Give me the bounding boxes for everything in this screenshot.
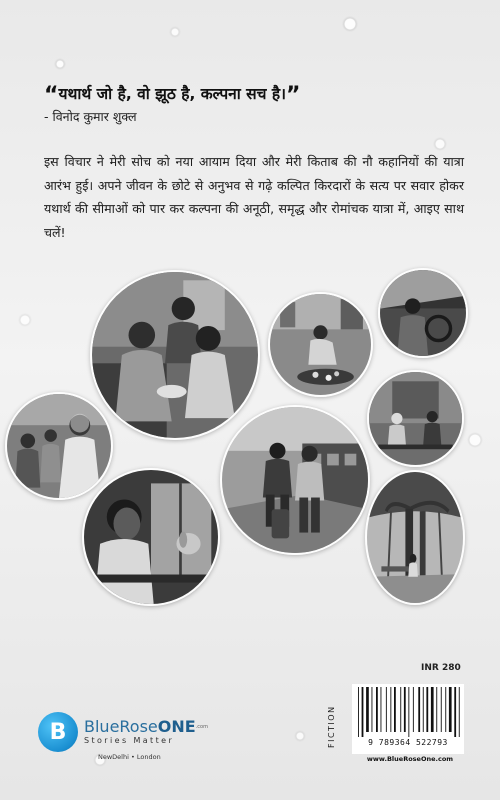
back-cover-blurb: इस विचार ने मेरी सोच को नया आयाम दिया और मेरी किताब की नौ कहानियों की यात्रा आरंभ हुई। अपने जीवन के छोटे से अनुभव से गढ़े कल्पित किरदारों के सत्य पर सवार होकर यथार्थ की सीमाओं को पार कर कल्पना की अनूठी, समृद्ध और रोमांचक यात्रा में, आइए साथ चलें! [44, 154, 464, 240]
publisher-name-part2: ONE [157, 717, 196, 736]
barcode-bars [356, 687, 460, 737]
publisher-logo [38, 710, 218, 762]
young-man-dog-window-photo [82, 468, 220, 606]
genre-label: FICTION [327, 705, 336, 748]
epigraph-author: - विनोद कुमार शुक्ल [44, 109, 137, 124]
publisher-website: www.BlueRoseOne.com [366, 755, 454, 763]
publisher-tagline: Stories Matter [84, 736, 175, 745]
publisher-name-part1: BlueRose [84, 717, 158, 736]
old-couple-bench-photo [367, 370, 464, 467]
publisher-name [84, 717, 208, 736]
bluerose-logo-icon: B [38, 712, 78, 752]
family-scene-photo [90, 270, 260, 440]
price-label: INR 280 [421, 663, 461, 673]
publisher-suffix: .com [195, 724, 208, 730]
publisher-cities: NewDelhi • London [98, 753, 161, 761]
epigraph-quote [44, 82, 300, 108]
isbn-number: 9 789364 522793 [368, 738, 448, 747]
open-quote-mark: “ [44, 83, 59, 108]
isbn-barcode [352, 684, 464, 754]
train-platform-photo [220, 405, 370, 555]
epigraph-text: यथार्थ जो है, वो झूठ है, कल्पना सच है। [58, 85, 286, 103]
roadside-vendor-photo [268, 292, 373, 397]
driver-photo [378, 268, 468, 358]
elderly-man-crowd-photo [5, 392, 113, 500]
banyan-tree-bench-photo [365, 470, 465, 605]
close-quote-mark: ” [285, 83, 301, 108]
